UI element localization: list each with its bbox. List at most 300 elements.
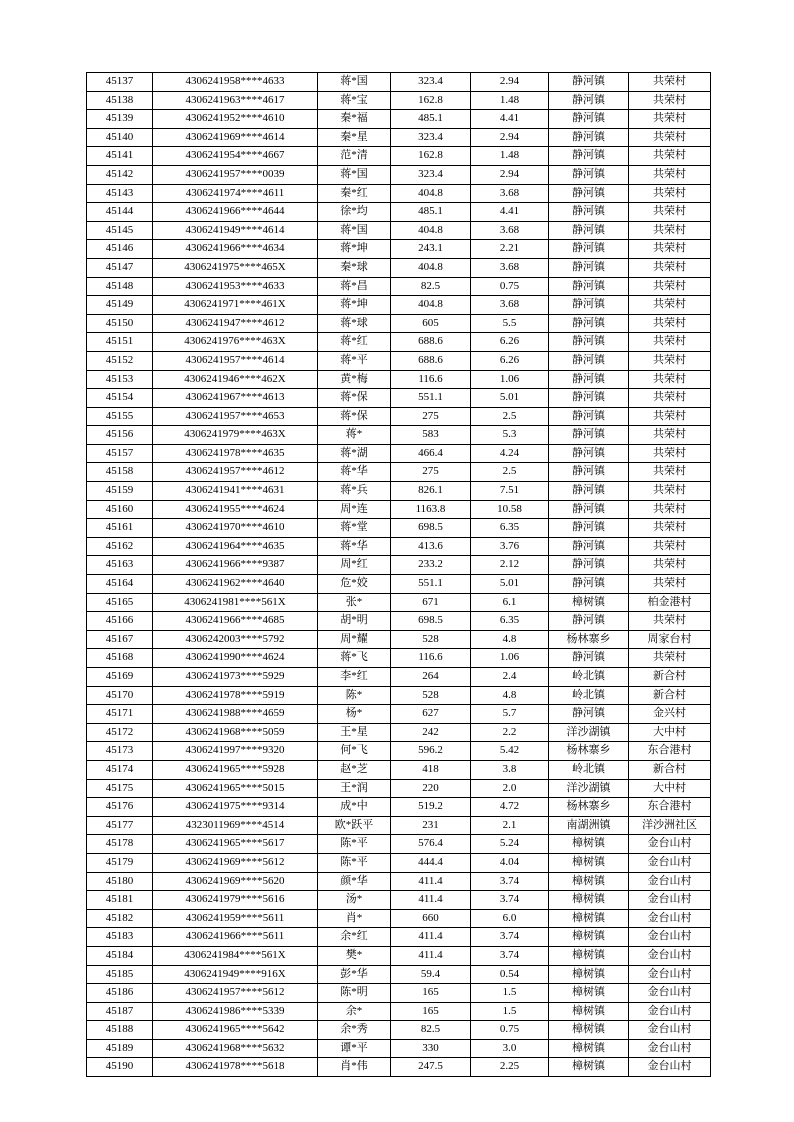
cell-sequence-number: 45138 xyxy=(87,91,153,110)
cell-id-number: 4306241968****5059 xyxy=(153,723,318,742)
cell-rate: 2.4 xyxy=(471,668,549,687)
cell-amount: 404.8 xyxy=(391,296,471,315)
cell-amount: 275 xyxy=(391,407,471,426)
cell-village: 金台山村 xyxy=(629,928,711,947)
cell-rate: 2.25 xyxy=(471,1058,549,1077)
cell-id-number: 4306241988****4659 xyxy=(153,705,318,724)
cell-amount: 528 xyxy=(391,686,471,705)
cell-amount: 411.4 xyxy=(391,928,471,947)
cell-village: 金台山村 xyxy=(629,1021,711,1040)
cell-rate: 2.94 xyxy=(471,165,549,184)
cell-town: 静河镇 xyxy=(549,296,629,315)
cell-id-number: 4306241975****9314 xyxy=(153,798,318,817)
cell-rate: 3.74 xyxy=(471,946,549,965)
cell-sequence-number: 45146 xyxy=(87,240,153,259)
cell-village: 共荣村 xyxy=(629,482,711,501)
cell-rate: 3.74 xyxy=(471,891,549,910)
cell-person-name: 王*润 xyxy=(318,779,391,798)
cell-town: 樟树镇 xyxy=(549,891,629,910)
cell-town: 静河镇 xyxy=(549,277,629,296)
cell-town: 静河镇 xyxy=(549,184,629,203)
cell-amount: 247.5 xyxy=(391,1058,471,1077)
cell-town: 樟树镇 xyxy=(549,928,629,947)
table-row xyxy=(87,779,711,798)
cell-village: 金台山村 xyxy=(629,835,711,854)
cell-id-number: 4306241981****561X xyxy=(153,593,318,612)
cell-id-number: 4306241955****4624 xyxy=(153,500,318,519)
table-row xyxy=(87,221,711,240)
cell-town: 静河镇 xyxy=(549,258,629,277)
cell-sequence-number: 45175 xyxy=(87,779,153,798)
cell-town: 静河镇 xyxy=(549,612,629,631)
cell-rate: 3.68 xyxy=(471,296,549,315)
cell-sequence-number: 45181 xyxy=(87,891,153,910)
cell-sequence-number: 45162 xyxy=(87,537,153,556)
cell-person-name: 蒋*湖 xyxy=(318,444,391,463)
cell-person-name: 蒋*国 xyxy=(318,165,391,184)
cell-sequence-number: 45161 xyxy=(87,519,153,538)
cell-id-number: 4306241965****5617 xyxy=(153,835,318,854)
cell-rate: 4.8 xyxy=(471,686,549,705)
cell-person-name: 秦*红 xyxy=(318,184,391,203)
cell-amount: 528 xyxy=(391,630,471,649)
cell-village: 金兴村 xyxy=(629,705,711,724)
cell-person-name: 陈*平 xyxy=(318,853,391,872)
cell-rate: 0.75 xyxy=(471,1021,549,1040)
cell-amount: 413.6 xyxy=(391,537,471,556)
table-row xyxy=(87,203,711,222)
cell-person-name: 秦*星 xyxy=(318,128,391,147)
cell-person-name: 周*连 xyxy=(318,500,391,519)
cell-town: 静河镇 xyxy=(549,91,629,110)
cell-village: 洋沙洲社区 xyxy=(629,816,711,835)
cell-person-name: 肖* xyxy=(318,909,391,928)
cell-id-number: 4306241957****5612 xyxy=(153,984,318,1003)
cell-id-number: 4306241957****0039 xyxy=(153,165,318,184)
cell-village: 金台山村 xyxy=(629,891,711,910)
cell-village: 共荣村 xyxy=(629,612,711,631)
cell-sequence-number: 45163 xyxy=(87,556,153,575)
cell-town: 静河镇 xyxy=(549,463,629,482)
cell-amount: 466.4 xyxy=(391,444,471,463)
cell-id-number: 4306241959****5611 xyxy=(153,909,318,928)
cell-sequence-number: 45165 xyxy=(87,593,153,612)
cell-town: 静河镇 xyxy=(549,333,629,352)
table-row xyxy=(87,258,711,277)
cell-town: 樟树镇 xyxy=(549,1058,629,1077)
cell-town: 静河镇 xyxy=(549,389,629,408)
beneficiary-table xyxy=(86,72,711,1077)
cell-person-name: 蒋*兵 xyxy=(318,482,391,501)
cell-town: 樟树镇 xyxy=(549,965,629,984)
cell-sequence-number: 45160 xyxy=(87,500,153,519)
cell-village: 共荣村 xyxy=(629,500,711,519)
cell-id-number: 4306241963****4617 xyxy=(153,91,318,110)
cell-town: 静河镇 xyxy=(549,351,629,370)
cell-person-name: 蒋*堂 xyxy=(318,519,391,538)
cell-town: 静河镇 xyxy=(549,110,629,129)
cell-person-name: 范*清 xyxy=(318,147,391,166)
cell-amount: 411.4 xyxy=(391,872,471,891)
cell-rate: 5.01 xyxy=(471,389,549,408)
cell-person-name: 蒋*飞 xyxy=(318,649,391,668)
cell-rate: 5.01 xyxy=(471,575,549,594)
cell-amount: 323.4 xyxy=(391,165,471,184)
cell-village: 共荣村 xyxy=(629,165,711,184)
cell-amount: 231 xyxy=(391,816,471,835)
cell-amount: 220 xyxy=(391,779,471,798)
cell-town: 南湖洲镇 xyxy=(549,816,629,835)
cell-person-name: 余*红 xyxy=(318,928,391,947)
table-row xyxy=(87,891,711,910)
cell-amount: 660 xyxy=(391,909,471,928)
cell-rate: 1.5 xyxy=(471,1002,549,1021)
cell-id-number: 4306241966****9387 xyxy=(153,556,318,575)
cell-sequence-number: 45166 xyxy=(87,612,153,631)
cell-person-name: 谭*平 xyxy=(318,1039,391,1058)
cell-village: 东合港村 xyxy=(629,798,711,817)
table-row xyxy=(87,519,711,538)
cell-person-name: 张* xyxy=(318,593,391,612)
cell-sequence-number: 45184 xyxy=(87,946,153,965)
cell-sequence-number: 45154 xyxy=(87,389,153,408)
cell-village: 金台山村 xyxy=(629,1058,711,1077)
cell-village: 金台山村 xyxy=(629,984,711,1003)
cell-amount: 671 xyxy=(391,593,471,612)
table-row xyxy=(87,649,711,668)
cell-person-name: 蒋* xyxy=(318,426,391,445)
cell-village: 共荣村 xyxy=(629,277,711,296)
table-row xyxy=(87,1058,711,1077)
cell-town: 静河镇 xyxy=(549,426,629,445)
cell-person-name: 蒋*宝 xyxy=(318,91,391,110)
cell-id-number: 4306241966****5611 xyxy=(153,928,318,947)
cell-id-number: 4306241966****4634 xyxy=(153,240,318,259)
cell-sequence-number: 45190 xyxy=(87,1058,153,1077)
cell-rate: 2.0 xyxy=(471,779,549,798)
table-row xyxy=(87,872,711,891)
table-row xyxy=(87,407,711,426)
beneficiary-table-region xyxy=(86,72,711,1077)
cell-person-name: 蒋*球 xyxy=(318,314,391,333)
table-row xyxy=(87,742,711,761)
cell-id-number: 4306241976****463X xyxy=(153,333,318,352)
table-row xyxy=(87,668,711,687)
cell-sequence-number: 45173 xyxy=(87,742,153,761)
cell-town: 静河镇 xyxy=(549,649,629,668)
cell-id-number: 4306241978****5919 xyxy=(153,686,318,705)
cell-id-number: 4306241971****461X xyxy=(153,296,318,315)
table-row xyxy=(87,147,711,166)
cell-town: 静河镇 xyxy=(549,73,629,92)
cell-person-name: 成*中 xyxy=(318,798,391,817)
cell-village: 新合村 xyxy=(629,686,711,705)
table-row xyxy=(87,110,711,129)
cell-village: 金台山村 xyxy=(629,872,711,891)
table-row xyxy=(87,686,711,705)
cell-id-number: 4306241952****4610 xyxy=(153,110,318,129)
cell-village: 共荣村 xyxy=(629,258,711,277)
cell-rate: 4.8 xyxy=(471,630,549,649)
cell-sequence-number: 45144 xyxy=(87,203,153,222)
cell-amount: 519.2 xyxy=(391,798,471,817)
cell-village: 金台山村 xyxy=(629,965,711,984)
cell-village: 共荣村 xyxy=(629,444,711,463)
cell-village: 共荣村 xyxy=(629,649,711,668)
table-row xyxy=(87,444,711,463)
cell-village: 共荣村 xyxy=(629,221,711,240)
cell-village: 东合港村 xyxy=(629,742,711,761)
cell-town: 静河镇 xyxy=(549,165,629,184)
cell-person-name: 蒋*昌 xyxy=(318,277,391,296)
cell-sequence-number: 45189 xyxy=(87,1039,153,1058)
cell-sequence-number: 45174 xyxy=(87,760,153,779)
cell-rate: 2.12 xyxy=(471,556,549,575)
cell-rate: 5.42 xyxy=(471,742,549,761)
cell-person-name: 蒋*国 xyxy=(318,73,391,92)
cell-amount: 116.6 xyxy=(391,370,471,389)
cell-person-name: 徐*均 xyxy=(318,203,391,222)
table-row xyxy=(87,760,711,779)
cell-sequence-number: 45171 xyxy=(87,705,153,724)
table-row xyxy=(87,816,711,835)
cell-sequence-number: 45183 xyxy=(87,928,153,947)
cell-amount: 411.4 xyxy=(391,891,471,910)
table-row xyxy=(87,314,711,333)
table-row xyxy=(87,296,711,315)
cell-sequence-number: 45155 xyxy=(87,407,153,426)
cell-sequence-number: 45149 xyxy=(87,296,153,315)
cell-person-name: 赵*芝 xyxy=(318,760,391,779)
cell-id-number: 4306241967****4613 xyxy=(153,389,318,408)
cell-id-number: 4306241986****5339 xyxy=(153,1002,318,1021)
cell-amount: 485.1 xyxy=(391,203,471,222)
cell-sequence-number: 45188 xyxy=(87,1021,153,1040)
cell-id-number: 4306241953****4633 xyxy=(153,277,318,296)
table-row xyxy=(87,556,711,575)
cell-amount: 323.4 xyxy=(391,73,471,92)
cell-amount: 444.4 xyxy=(391,853,471,872)
cell-village: 共荣村 xyxy=(629,407,711,426)
cell-person-name: 黄*梅 xyxy=(318,370,391,389)
cell-amount: 551.1 xyxy=(391,575,471,594)
cell-rate: 3.76 xyxy=(471,537,549,556)
cell-amount: 243.1 xyxy=(391,240,471,259)
table-row xyxy=(87,630,711,649)
cell-rate: 3.68 xyxy=(471,184,549,203)
table-row xyxy=(87,537,711,556)
cell-rate: 7.51 xyxy=(471,482,549,501)
cell-person-name: 蒋*华 xyxy=(318,463,391,482)
cell-rate: 1.5 xyxy=(471,984,549,1003)
cell-rate: 2.1 xyxy=(471,816,549,835)
cell-town: 静河镇 xyxy=(549,519,629,538)
cell-rate: 6.26 xyxy=(471,351,549,370)
cell-rate: 1.48 xyxy=(471,91,549,110)
table-row xyxy=(87,184,711,203)
cell-sequence-number: 45164 xyxy=(87,575,153,594)
cell-village: 共荣村 xyxy=(629,556,711,575)
cell-person-name: 陈*平 xyxy=(318,835,391,854)
cell-person-name: 欧*跃平 xyxy=(318,816,391,835)
cell-id-number: 4306241975****465X xyxy=(153,258,318,277)
cell-rate: 2.5 xyxy=(471,407,549,426)
cell-village: 金台山村 xyxy=(629,1039,711,1058)
cell-rate: 2.94 xyxy=(471,73,549,92)
table-row xyxy=(87,482,711,501)
table-row xyxy=(87,1002,711,1021)
cell-sequence-number: 45179 xyxy=(87,853,153,872)
cell-sequence-number: 45140 xyxy=(87,128,153,147)
cell-id-number: 4306241965****5015 xyxy=(153,779,318,798)
cell-rate: 1.06 xyxy=(471,649,549,668)
cell-sequence-number: 45180 xyxy=(87,872,153,891)
cell-sequence-number: 45187 xyxy=(87,1002,153,1021)
cell-amount: 82.5 xyxy=(391,1021,471,1040)
cell-person-name: 樊* xyxy=(318,946,391,965)
cell-village: 共荣村 xyxy=(629,426,711,445)
table-row xyxy=(87,370,711,389)
cell-id-number: 4306241990****4624 xyxy=(153,649,318,668)
cell-sequence-number: 45170 xyxy=(87,686,153,705)
cell-village: 共荣村 xyxy=(629,184,711,203)
cell-sequence-number: 45153 xyxy=(87,370,153,389)
cell-sequence-number: 45186 xyxy=(87,984,153,1003)
cell-sequence-number: 45172 xyxy=(87,723,153,742)
cell-rate: 2.5 xyxy=(471,463,549,482)
cell-id-number: 4306241974****4611 xyxy=(153,184,318,203)
cell-village: 共荣村 xyxy=(629,575,711,594)
cell-sequence-number: 45167 xyxy=(87,630,153,649)
cell-town: 岭北镇 xyxy=(549,760,629,779)
cell-town: 樟树镇 xyxy=(549,853,629,872)
cell-town: 静河镇 xyxy=(549,240,629,259)
cell-town: 静河镇 xyxy=(549,537,629,556)
table-row xyxy=(87,593,711,612)
table-body xyxy=(87,73,711,1077)
cell-town: 樟树镇 xyxy=(549,1039,629,1058)
table-row xyxy=(87,984,711,1003)
cell-town: 静河镇 xyxy=(549,556,629,575)
cell-sequence-number: 45177 xyxy=(87,816,153,835)
cell-amount: 576.4 xyxy=(391,835,471,854)
cell-id-number: 4306241969****4614 xyxy=(153,128,318,147)
cell-person-name: 胡*明 xyxy=(318,612,391,631)
cell-person-name: 秦*福 xyxy=(318,110,391,129)
table-row xyxy=(87,798,711,817)
cell-village: 共荣村 xyxy=(629,537,711,556)
cell-id-number: 4306241957****4653 xyxy=(153,407,318,426)
cell-sequence-number: 45147 xyxy=(87,258,153,277)
cell-person-name: 蒋*平 xyxy=(318,351,391,370)
cell-town: 樟树镇 xyxy=(549,872,629,891)
cell-sequence-number: 45152 xyxy=(87,351,153,370)
cell-person-name: 何*飞 xyxy=(318,742,391,761)
cell-amount: 605 xyxy=(391,314,471,333)
cell-id-number: 4306241958****4633 xyxy=(153,73,318,92)
cell-village: 金台山村 xyxy=(629,853,711,872)
cell-rate: 4.72 xyxy=(471,798,549,817)
cell-amount: 275 xyxy=(391,463,471,482)
cell-rate: 4.41 xyxy=(471,110,549,129)
cell-sequence-number: 45168 xyxy=(87,649,153,668)
table-row xyxy=(87,965,711,984)
cell-village: 大中村 xyxy=(629,723,711,742)
cell-sequence-number: 45143 xyxy=(87,184,153,203)
cell-amount: 1163.8 xyxy=(391,500,471,519)
cell-id-number: 4323011969****4514 xyxy=(153,816,318,835)
cell-id-number: 4306241969****5612 xyxy=(153,853,318,872)
cell-town: 静河镇 xyxy=(549,500,629,519)
table-row xyxy=(87,500,711,519)
cell-town: 静河镇 xyxy=(549,221,629,240)
cell-town: 静河镇 xyxy=(549,370,629,389)
table-row xyxy=(87,351,711,370)
cell-person-name: 蒋*华 xyxy=(318,537,391,556)
cell-town: 樟树镇 xyxy=(549,1021,629,1040)
cell-amount: 242 xyxy=(391,723,471,742)
cell-sequence-number: 45156 xyxy=(87,426,153,445)
cell-amount: 627 xyxy=(391,705,471,724)
cell-rate: 4.41 xyxy=(471,203,549,222)
cell-person-name: 汤* xyxy=(318,891,391,910)
cell-person-name: 陈*明 xyxy=(318,984,391,1003)
cell-town: 静河镇 xyxy=(549,314,629,333)
table-row xyxy=(87,1021,711,1040)
table-row xyxy=(87,91,711,110)
cell-town: 樟树镇 xyxy=(549,1002,629,1021)
cell-village: 周家台村 xyxy=(629,630,711,649)
cell-rate: 1.48 xyxy=(471,147,549,166)
cell-person-name: 秦*球 xyxy=(318,258,391,277)
cell-town: 樟树镇 xyxy=(549,909,629,928)
cell-village: 共荣村 xyxy=(629,73,711,92)
cell-id-number: 4306241968****5632 xyxy=(153,1039,318,1058)
table-row xyxy=(87,240,711,259)
cell-village: 共荣村 xyxy=(629,519,711,538)
cell-amount: 82.5 xyxy=(391,277,471,296)
cell-sequence-number: 45151 xyxy=(87,333,153,352)
cell-rate: 6.35 xyxy=(471,519,549,538)
cell-amount: 596.2 xyxy=(391,742,471,761)
cell-sequence-number: 45182 xyxy=(87,909,153,928)
cell-sequence-number: 45178 xyxy=(87,835,153,854)
cell-sequence-number: 45157 xyxy=(87,444,153,463)
cell-village: 新合村 xyxy=(629,760,711,779)
cell-town: 静河镇 xyxy=(549,482,629,501)
cell-town: 岭北镇 xyxy=(549,668,629,687)
cell-id-number: 4306241979****5616 xyxy=(153,891,318,910)
cell-village: 共荣村 xyxy=(629,389,711,408)
cell-person-name: 蒋*保 xyxy=(318,407,391,426)
table-row xyxy=(87,277,711,296)
cell-rate: 2.2 xyxy=(471,723,549,742)
cell-village: 新合村 xyxy=(629,668,711,687)
cell-amount: 116.6 xyxy=(391,649,471,668)
cell-amount: 404.8 xyxy=(391,258,471,277)
cell-amount: 418 xyxy=(391,760,471,779)
cell-town: 樟树镇 xyxy=(549,835,629,854)
cell-id-number: 4306241970****4610 xyxy=(153,519,318,538)
cell-rate: 0.54 xyxy=(471,965,549,984)
cell-id-number: 4306241947****4612 xyxy=(153,314,318,333)
cell-village: 共荣村 xyxy=(629,203,711,222)
cell-id-number: 4306241979****463X xyxy=(153,426,318,445)
cell-rate: 4.04 xyxy=(471,853,549,872)
cell-id-number: 4306241964****4635 xyxy=(153,537,318,556)
cell-id-number: 4306241957****4612 xyxy=(153,463,318,482)
cell-id-number: 4306241949****4614 xyxy=(153,221,318,240)
